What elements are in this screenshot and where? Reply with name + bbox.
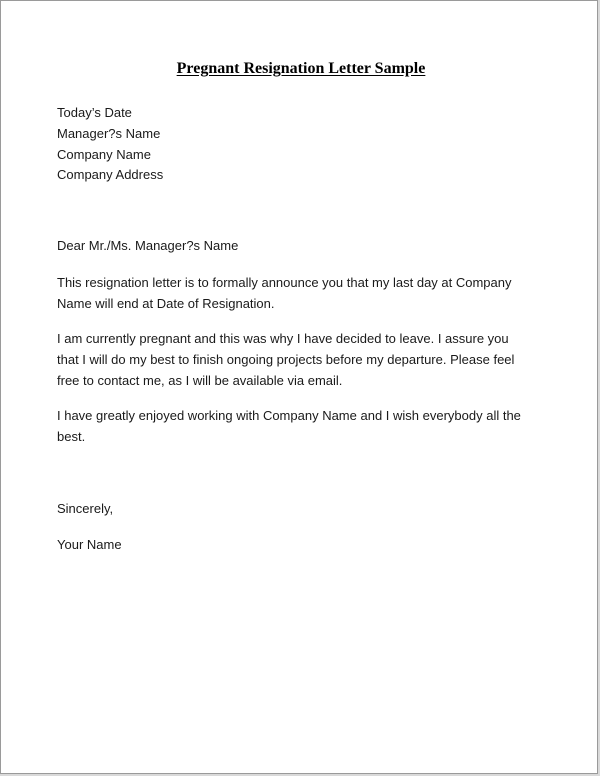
company-name-line: Company Name bbox=[57, 147, 151, 162]
signature-name: Your Name bbox=[57, 537, 122, 552]
paragraph-reason bbox=[57, 328, 547, 391]
paragraph-line: best. bbox=[57, 429, 86, 444]
date-line: Today’s Date bbox=[57, 105, 132, 120]
paragraph-line: Name will end at Date of Resignation. bbox=[57, 296, 275, 311]
paragraph-line: that I will do my best to finish ongoing projects before my departure. Please feel bbox=[57, 352, 515, 367]
paragraph-line: I am currently pregnant and this was why I have decided to leave. I assure you bbox=[57, 331, 509, 346]
paragraph-line: free to contact me, as I will be available via email. bbox=[57, 373, 343, 388]
salutation: Dear Mr./Ms. Manager?s Name bbox=[57, 238, 239, 253]
paragraph-line: I have greatly enjoyed working with Company Name and I wish everybody all the bbox=[57, 408, 521, 423]
closing: Sincerely, bbox=[57, 501, 114, 516]
paragraph-announcement bbox=[57, 272, 547, 314]
paragraph-line: This resignation letter is to formally announce you that my last day at Company bbox=[57, 275, 512, 290]
manager-name-line: Manager?s Name bbox=[57, 126, 161, 141]
paragraph-thanks bbox=[57, 405, 547, 447]
document-title: Pregnant Resignation Letter Sample bbox=[176, 60, 426, 77]
company-address-line: Company Address bbox=[57, 167, 164, 182]
